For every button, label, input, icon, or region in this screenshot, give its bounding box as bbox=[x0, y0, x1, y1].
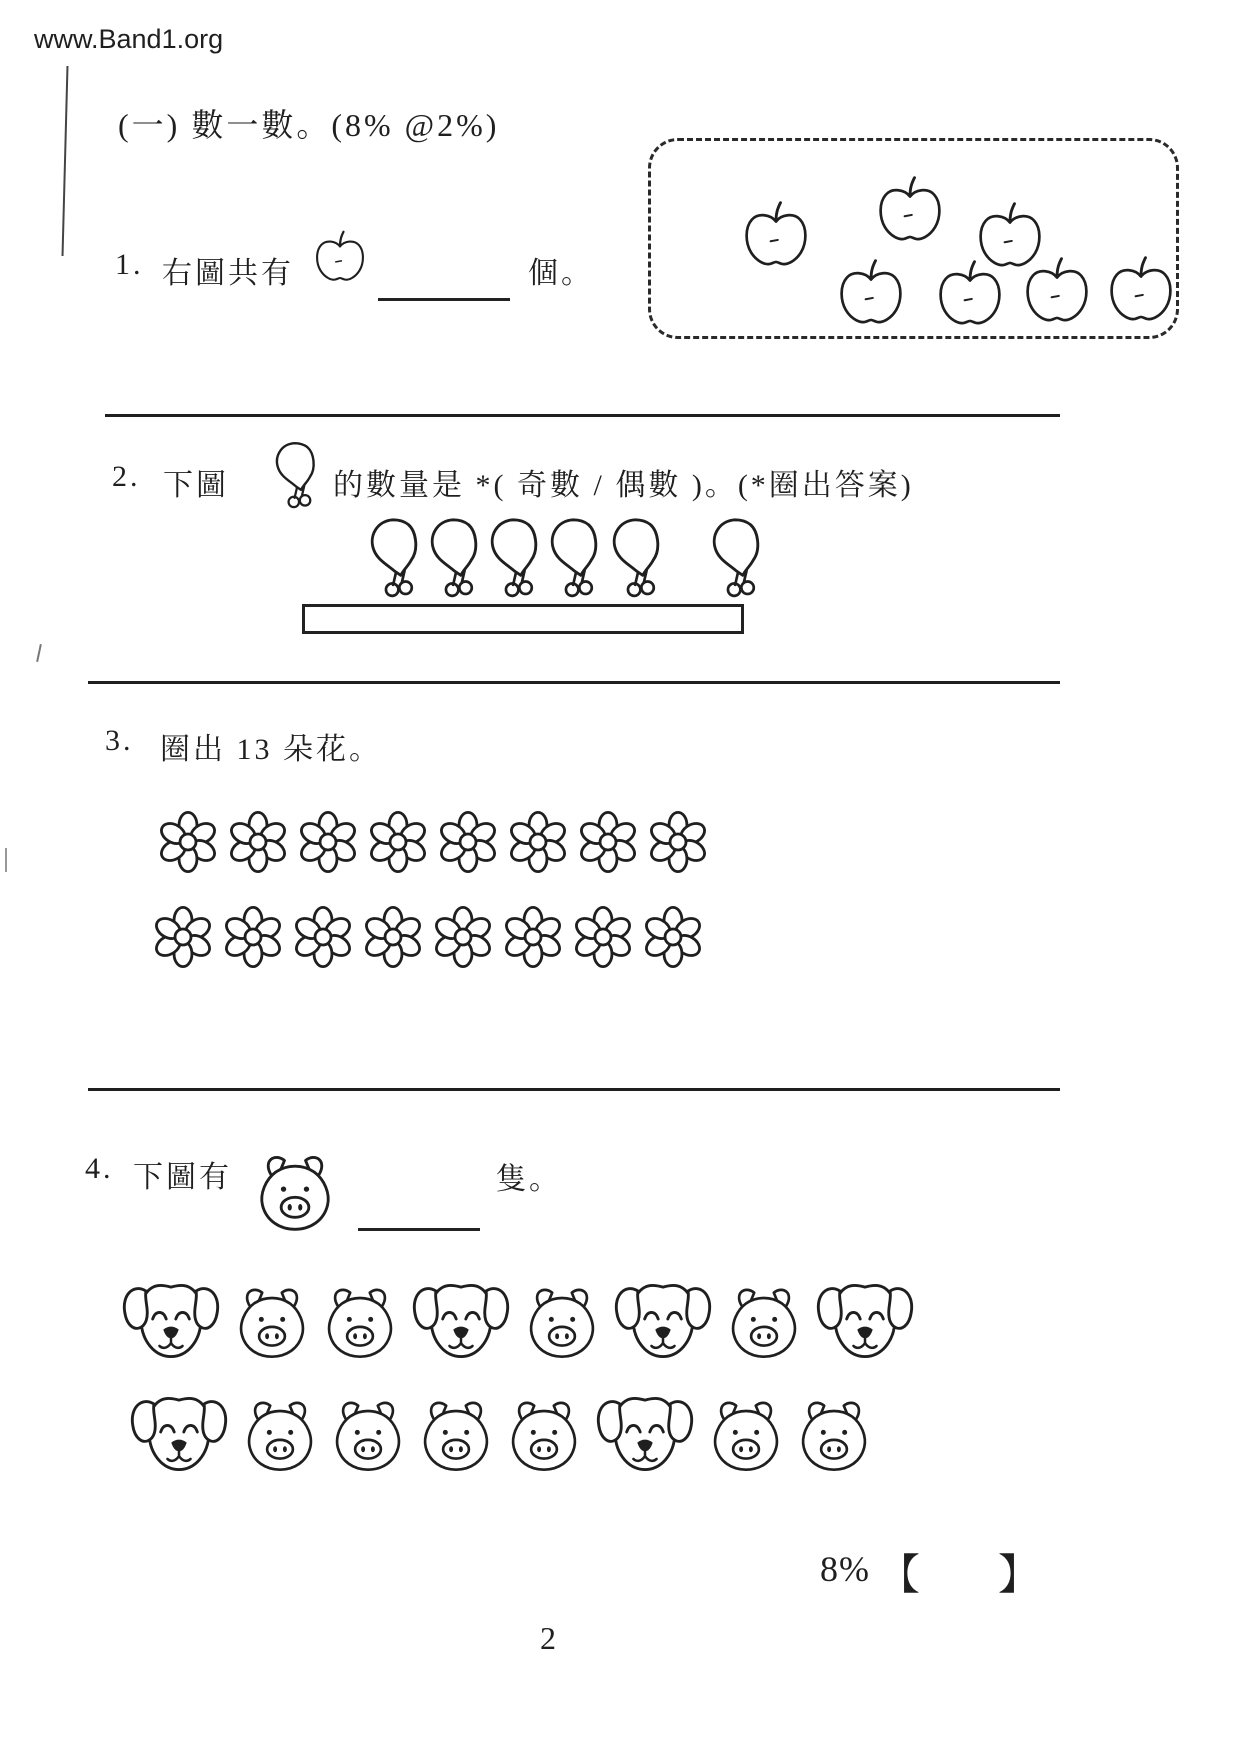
flower-icon bbox=[151, 905, 215, 969]
section-divider bbox=[88, 1088, 1060, 1091]
drumstick-icon bbox=[608, 516, 668, 604]
flower-icon bbox=[501, 905, 565, 969]
flower-icon bbox=[221, 905, 285, 969]
q4-text-suffix: 隻。 bbox=[496, 1163, 562, 1196]
pig-face-icon bbox=[522, 1281, 602, 1363]
pig-face-icon bbox=[706, 1394, 786, 1476]
pig-face-icon bbox=[416, 1394, 496, 1476]
flower-icon bbox=[366, 810, 430, 874]
dog-face bbox=[812, 1265, 918, 1371]
q2-text-prefix: 下圖 bbox=[163, 469, 229, 502]
score-bracket-close: 】 bbox=[998, 1553, 1041, 1599]
section-divider bbox=[105, 414, 1060, 417]
apple-icon bbox=[871, 175, 949, 245]
scan-artifact-tick bbox=[5, 848, 7, 872]
page-number: 2 bbox=[540, 1620, 556, 1656]
flower-icon bbox=[506, 810, 570, 874]
pig-face bbox=[522, 1281, 602, 1363]
scan-artifact-line bbox=[62, 66, 69, 256]
section-heading: (一) 數一數。(8% @2%) bbox=[118, 107, 500, 143]
drumstick-icon bbox=[272, 440, 322, 514]
flower-icon bbox=[571, 905, 635, 969]
pig-face bbox=[328, 1394, 408, 1476]
flower-icon bbox=[641, 905, 705, 969]
pig-face bbox=[794, 1394, 874, 1476]
drumstick-icon bbox=[546, 516, 606, 604]
flower-icon bbox=[431, 905, 495, 969]
apple-icon bbox=[737, 200, 815, 270]
flower-icon bbox=[296, 810, 360, 874]
dog-face-icon bbox=[592, 1378, 698, 1484]
q4-number: 4. bbox=[85, 1152, 114, 1185]
watermark: www.Band1.org bbox=[34, 24, 224, 54]
pig-face bbox=[416, 1394, 496, 1476]
drumstick-icon bbox=[486, 516, 546, 604]
drumstick-icon bbox=[366, 516, 426, 604]
flower-icon bbox=[156, 810, 220, 874]
pig-face-icon bbox=[504, 1394, 584, 1476]
score-percentage: 8% bbox=[820, 1549, 870, 1589]
animal-picture-row bbox=[118, 1262, 918, 1374]
pig-face bbox=[320, 1281, 400, 1363]
drumstick-icon bbox=[426, 516, 486, 604]
dog-face bbox=[408, 1265, 514, 1371]
dog-face bbox=[610, 1265, 716, 1371]
q2-number: 2. bbox=[112, 460, 141, 493]
q1-answer-blank bbox=[378, 270, 510, 301]
apple-icon bbox=[931, 259, 1009, 329]
dog-face-icon bbox=[126, 1378, 232, 1484]
pig-face-icon bbox=[328, 1394, 408, 1476]
dog-face-icon bbox=[118, 1265, 224, 1371]
apple-icon bbox=[1102, 255, 1180, 325]
dog-face bbox=[126, 1378, 232, 1484]
apple-icon bbox=[312, 226, 368, 288]
pig-icon bbox=[252, 1140, 338, 1244]
flower-icon bbox=[291, 905, 355, 969]
q4-text-prefix: 下圖有 bbox=[133, 1161, 232, 1194]
q3-text: 圈出 13 朵花。 bbox=[160, 733, 382, 766]
flower-icon bbox=[226, 810, 290, 874]
apple-icon bbox=[832, 258, 910, 328]
dog-face-icon bbox=[812, 1265, 918, 1371]
flower-row bbox=[151, 905, 705, 969]
drumstick-icon bbox=[708, 516, 768, 604]
pig-face-icon bbox=[794, 1394, 874, 1476]
q1-number: 1. bbox=[115, 248, 144, 281]
dog-face bbox=[118, 1265, 224, 1371]
pig-face bbox=[706, 1394, 786, 1476]
q2-text-suffix: 的數量是 *( 奇數 / 偶數 )。(*圈出答案) bbox=[333, 469, 914, 502]
q1-text-suffix: 個。 bbox=[528, 257, 594, 290]
pig-face bbox=[504, 1394, 584, 1476]
scan-artifact-tick bbox=[36, 644, 42, 662]
pig-face-icon bbox=[240, 1394, 320, 1476]
dog-face-icon bbox=[408, 1265, 514, 1371]
flower-row bbox=[156, 810, 710, 874]
dog-face-icon bbox=[610, 1265, 716, 1371]
flower-icon bbox=[361, 905, 425, 969]
flower-icon bbox=[576, 810, 640, 874]
drumstick-picture bbox=[340, 516, 800, 608]
score-bracket-open: 【 bbox=[878, 1553, 921, 1599]
pig-face-icon bbox=[724, 1281, 804, 1363]
flower-icon bbox=[436, 810, 500, 874]
q4-answer-blank bbox=[358, 1200, 480, 1231]
apple-picture-box bbox=[648, 138, 1179, 339]
pig-face-icon bbox=[320, 1281, 400, 1363]
dog-face bbox=[592, 1378, 698, 1484]
section-divider bbox=[88, 681, 1060, 684]
animal-picture-row bbox=[126, 1375, 874, 1487]
q3-number: 3. bbox=[105, 724, 134, 757]
q1-text-prefix: 右圖共有 bbox=[162, 257, 294, 290]
pig-face-icon bbox=[232, 1281, 312, 1363]
pig-face bbox=[232, 1281, 312, 1363]
tray-shelf bbox=[302, 604, 744, 634]
apple-icon bbox=[1018, 256, 1096, 326]
flower-icon bbox=[646, 810, 710, 874]
pig-face bbox=[240, 1394, 320, 1476]
pig-face bbox=[724, 1281, 804, 1363]
